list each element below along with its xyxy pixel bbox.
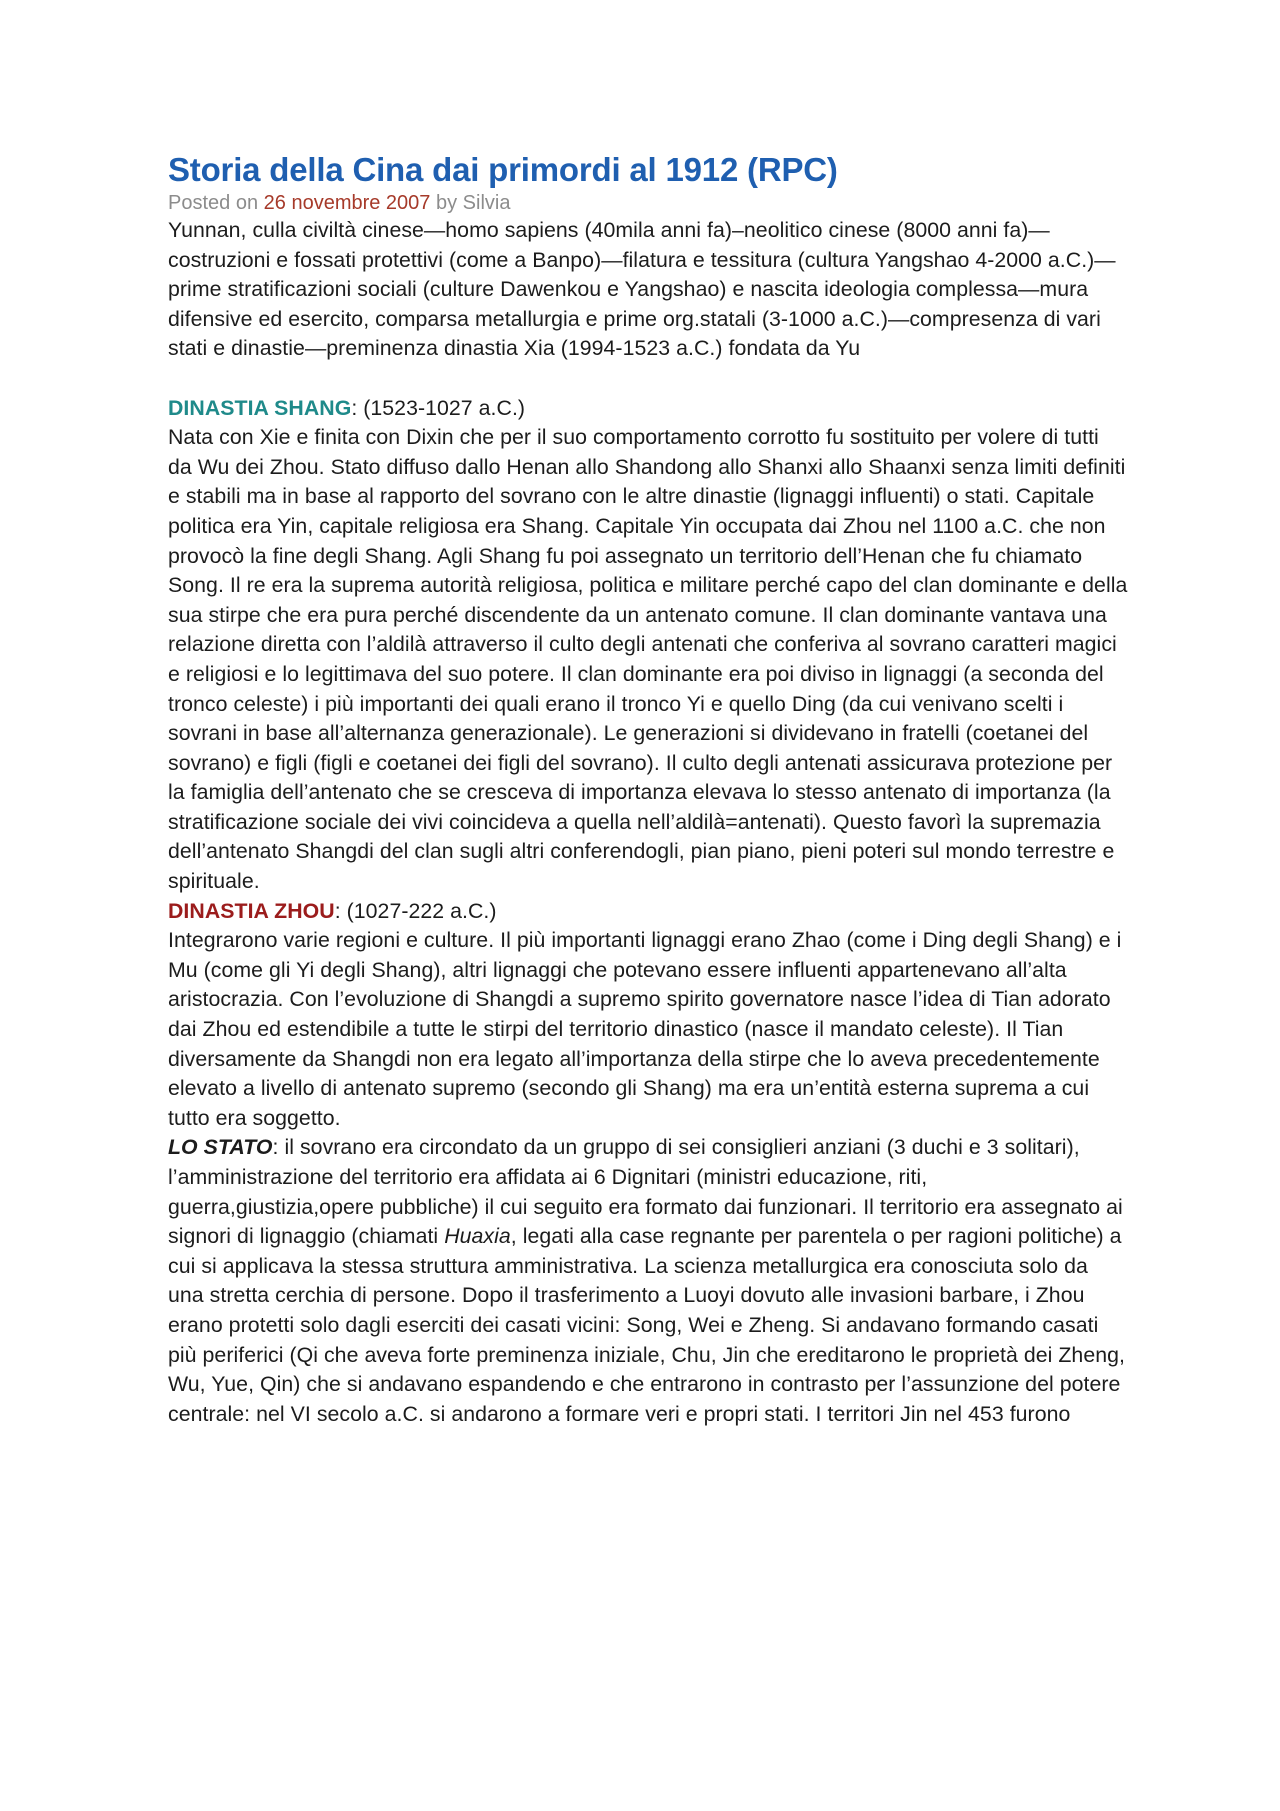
- stato-huaxia-term: Huaxia: [444, 1224, 511, 1249]
- stato-paragraph: [168, 1133, 1128, 1429]
- zhou-dates: : (1027-222 a.C.): [334, 898, 497, 923]
- stato-text-after: , legati alla case regnante per parentela o per ragioni politiche) a cui si applicava la stessa struttura amministrativa. La scienza metallurgica era conosciuta solo da una stretta cerchia di persone. Dopo il trasferimento a Luoyi dovuto alle invasioni barbare, i Zhou erano protetti solo dagli eserciti dei casati vicini: Song, Wei e Zheng. Si andavano formando casati più periferici (Qi che aveva forte preminenza iniziale, Chu, Jin che ereditarono le proprietà dei Zheng, Wu, Yue, Qin) che si andavano espandendo e che entrarono in contrasto per l’assunzione del potere centrale: nel VI secolo a.C. si andarono a formare veri e propri stati. I territori Jin nel 453 furono: [168, 1224, 1125, 1426]
- shang-heading: DINASTIA SHANG: [168, 395, 352, 420]
- zhou-section-header: [168, 897, 1128, 927]
- stato-heading: LO STATO: [168, 1135, 273, 1160]
- stato-text-before: : il sovrano era circondato da un gruppo di sei consiglieri anziani (3 duchi e 3 solitari), l’amministrazione del territorio era affidata ai 6 Dignitari (ministri educazione, riti, guerra,giustizia,opere pubbliche) il cui seguito era formato dai funzionari. Il territorio era assegnato ai signori di lignaggio (chiamati: [168, 1135, 1123, 1249]
- article-title[interactable]: Storia della Cina dai primordi al 1912 (RPC): [168, 151, 838, 188]
- shang-paragraph: Nata con Xie e finita con Dixin che per il suo comportamento corrotto fu sostituito per volere di tutti da Wu dei Zhou. Stato diffuso dallo Henan allo Shandong allo Shanxi allo Shaanxi senza limiti definiti e stabili ma in base al rapporto del sovrano con le altre dinastie (lignaggi influenti) o stati. Capitale politica era Yin, capitale religiosa era Shang. Capitale Yin occupata dai Zhou nel 1100 a.C. che non provocò la fine degli Shang. Agli Shang fu poi assegnato un territorio dell’Henan che fu chiamato Song. Il re era la suprema autorità religiosa, politica e militare perché capo del clan dominante e della sua stirpe che era pura perché discendente da un antenato comune. Il clan dominante vantava una relazione diretta con l’aldilà attraverso il culto degli antenati che conferiva al sovrano caratteri magici e religiosi e lo legittimava del suo potere. Il clan dominante era poi diviso in lignaggi (a seconda del tronco celeste) i più importanti dei quali erano il tronco Yi e quello Ding (da cui venivano scelti i sovrani in base all’alternanza generazionale). Le generazioni si dividevano in fratelli (coetanei del sovrano) e figli (figli e coetanei dei figli del sovrano). Il culto degli antenati assicurava protezione per la famiglia dell’antenato che se cresceva di importanza elevava lo stesso antenato di importanza (la stratificazione sociale dei vivi coincideva a quella nell’aldilà=antenati). Questo favorì la supremazia dell’antenato Shangdi del clan sugli altri conferendogli, pian piano, pieni poteri sul mondo terrestre e spirituale.: [168, 425, 1128, 894]
- article: [168, 150, 1128, 1429]
- post-author: by Silvia: [436, 192, 511, 214]
- post-meta: [168, 190, 1128, 216]
- post-date-link[interactable]: 26 novembre 2007: [263, 192, 431, 214]
- shang-section-header: [168, 394, 1128, 424]
- paragraph-spacer: [168, 364, 1128, 394]
- posted-on-label: Posted on: [168, 192, 259, 214]
- shang-dates: : (1523-1027 a.C.): [351, 395, 526, 420]
- zhou-paragraph: Integrarono varie regioni e culture. Il più importanti lignaggi erano Zhao (come i Ding degli Shang) e i Mu (come gli Yi degli Shang), altri lignaggi che potevano essere influenti appartenevano all’alta aristocrazia. Con l’evoluzione di Shangdi a supremo spirito governatore nasce l’idea di Tian adorato dai Zhou ed estendibile a tutte le stirpi del territorio dinastico (nasce il mandato celeste). Il Tian diversamente da Shangdi non era legato all’importanza della stirpe che lo aveva precedentemente elevato a livello di antenato supremo (secondo gli Shang) ma era un’entità esterna suprema a cui tutto era soggetto.: [168, 928, 1122, 1130]
- intro-paragraph: Yunnan, culla civiltà cinese—homo sapiens (40mila anni fa)–neolitico cinese (8000 anni fa)—costruzioni e fossati protettivi (come a Banpo)—filatura e tessitura (cultura Yangshao 4-2000 a.C.)—prime stratificazioni sociali (culture Dawenkou e Yangshao) e nascita ideologia complessa—mura difensive ed esercito, comparsa metallurgia e prime org.statali (3-1000 a.C.)—compresenza di vari stati e dinastie—preminenza dinastia Xia (1994-1523 a.C.) fondata da Yu: [168, 218, 1116, 361]
- zhou-heading: DINASTIA ZHOU: [168, 898, 335, 923]
